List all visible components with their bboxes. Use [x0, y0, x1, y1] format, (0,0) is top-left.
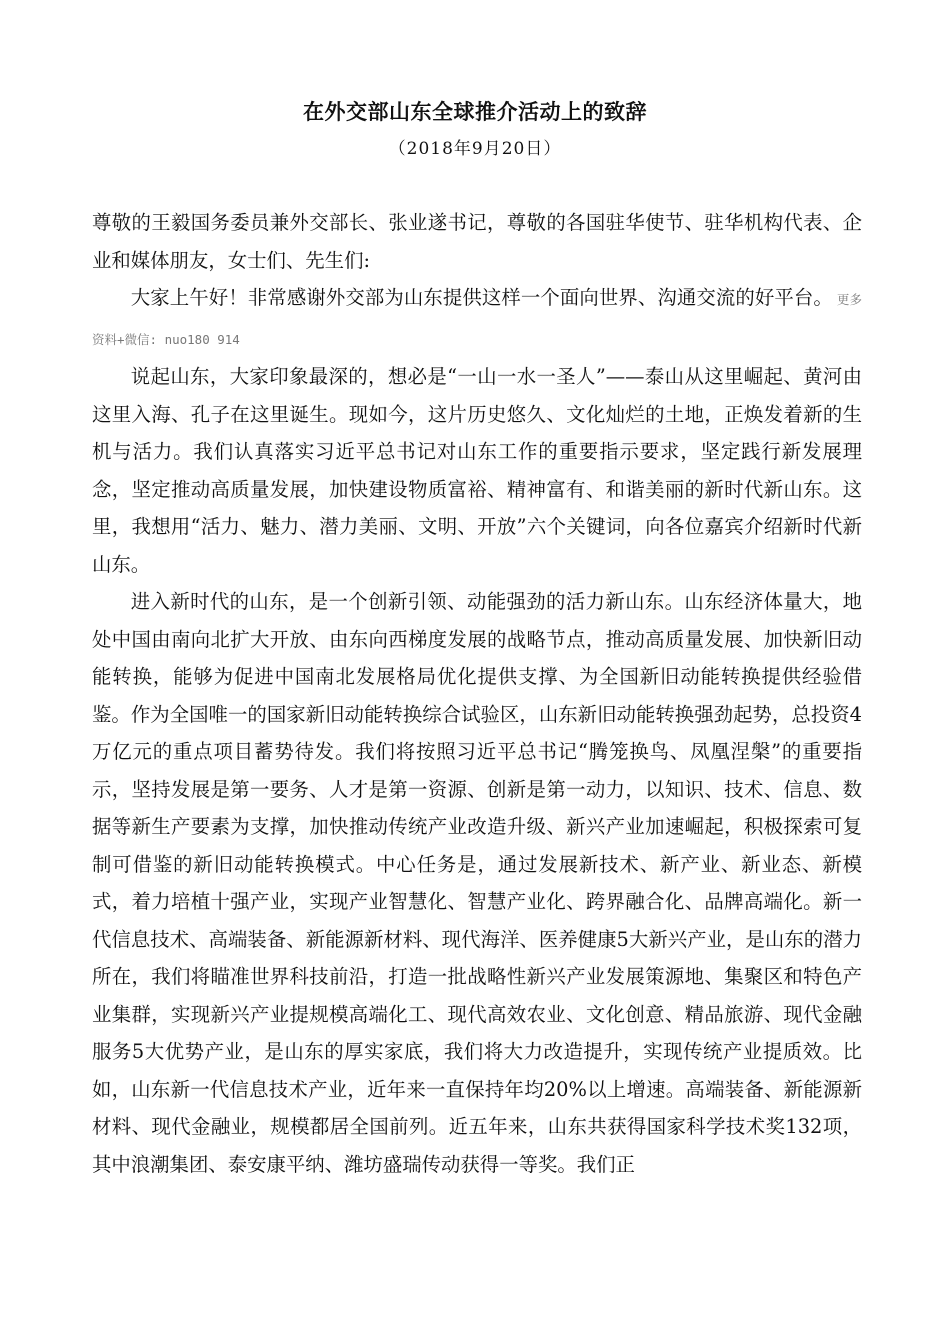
greeting-paragraph — [92, 279, 862, 358]
document-body — [92, 204, 862, 1183]
contact-note: 更多资料+微信: nuo180 914 — [92, 292, 862, 347]
salutation-text: 尊敬的王毅国务委员兼外交部长、张业遂书记，尊敬的各国驻华使节、驻华机构代表、企业和媒体朋友，女士们、先生们: — [92, 211, 862, 272]
salutation-paragraph — [92, 204, 862, 279]
greeting-text: 大家上午好！非常感谢外交部为山东提供这样一个面向世界、沟通交流的好平台。 — [130, 286, 833, 309]
body-paragraph-2: 进入新时代的山东，是一个创新引领、动能强劲的活力新山东。山东经济体量大，地处中国由南向北扩大开放、由东向西梯度发展的战略节点，推动高质量发展、加快新旧动能转换，能够为促进中国南北发展格局优化提供支撑、为全国新旧动能转换提供经验借鉴。作为全国唯一的国家新旧动能转换综合试验区，山东新旧动能转换强劲起势，总投资4万亿元的重点项目蓄势待发。我们将按照习近平总书记“腾笼换鸟、凤凰涅槃”的重要指示，坚持发展是第一要务、人才是第一资源、创新是第一动力，以知识、技术、信息、数据等新生产要素为支撑，加快推动传统产业改造升级、新兴产业加速崛起，积极探索可复制可借鉴的新旧动能转换模式。中心任务是，通过发展新技术、新产业、新业态、新模式，着力培植十强产业，实现产业智慧化、智慧产业化、跨界融合化、品牌高端化。新一代信息技术、高端装备、新能源新材料、现代海洋、医养健康5大新兴产业，是山东的潜力所在，我们将瞄准世界科技前沿，打造一批战略性新兴产业发展策源地、集聚区和特色产业集群，实现新兴产业提规模高端化工、现代高效农业、文化创意、精品旅游、现代金融服务5大优势产业，是山东的厚实家底，我们将大力改造提升，实现传统产业提质效。比如，山东新一代信息技术产业，近年来一直保持年均20%以上增速。高端装备、新能源新材料、现代金融业，规模都居全国前列。近五年来，山东共获得国家科学技术奖132项，其中浪潮集团、泰安康平纳、潍坊盛瑞传动获得一等奖。我们正 — [92, 590, 862, 1176]
body-paragraph-1: 说起山东，大家印象最深的，想必是“一山一水一圣人”——泰山从这里崛起、黄河由这里入海、孔子在这里诞生。现如今，这片历史悠久、文化灿烂的土地，正焕发着新的生机与活力。我们认真落实习近平总书记对山东工作的重要指示要求，坚定践行新发展理念，坚定推动高质量发展，加快建设物质富裕、精神富有、和谐美丽的新时代新山东。这里，我想用“活力、魅力、潜力美丽、文明、开放”六个关键词，向各位嘉宾介绍新时代新山东。 — [92, 365, 862, 576]
document-title: 在外交部山东全球推介活动上的致辞 — [303, 99, 647, 124]
document-date: （2018年9月20日） — [388, 139, 562, 159]
